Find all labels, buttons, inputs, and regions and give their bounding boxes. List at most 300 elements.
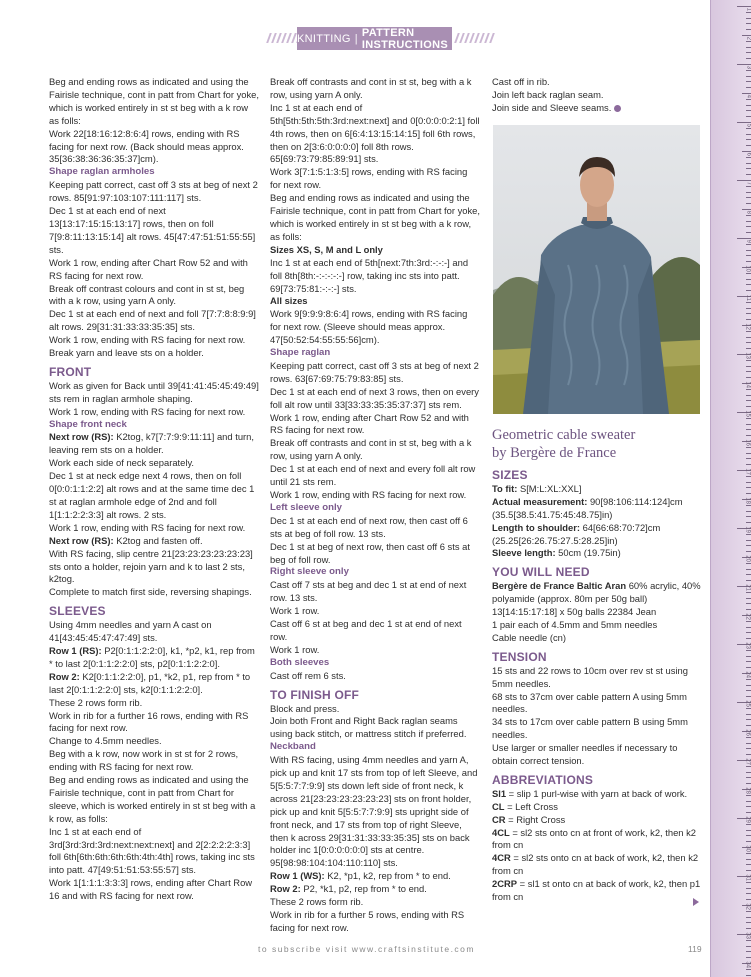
ruler-tick (746, 592, 751, 593)
ruler-tick (746, 975, 751, 976)
finish-line-2: Join left back raglan seam. (492, 88, 604, 100)
ruler-tick (746, 366, 751, 367)
ruler-tick (746, 192, 751, 193)
column-middle (270, 76, 480, 935)
instruction-paragraph: Dec 1 st at each end of next 3 rows, then on every foll alt row until 33[33:33:35:35:37:37] sts rem. (270, 385, 479, 410)
ruler-tick (746, 708, 751, 709)
ruler-number: 17 (745, 468, 751, 475)
ruler-tick (746, 139, 751, 140)
ruler-tick (746, 482, 751, 483)
instruction-text: 60% acrylic, 40% polyamide (approx. 80m per 50g ball) 13[14:15:17:18] x 50g balls 22384 Jean (492, 580, 701, 618)
ruler-tick (746, 331, 751, 332)
ruler-tick (746, 725, 751, 726)
ruler-tick (746, 621, 751, 622)
ruler-tick (746, 603, 751, 604)
ruler-tick (746, 690, 751, 691)
ruler-tick (746, 940, 751, 941)
ruler-tick (746, 290, 751, 291)
instruction-paragraph: Complete to match first side, reversing shapings. (49, 586, 252, 598)
instruction-paragraph: Work 1 row. (270, 643, 320, 655)
instruction-paragraph: Cast off rem 6 sts. (270, 669, 346, 681)
instruction-text: K2, *p1, k2, rep from * to end. (324, 870, 451, 882)
ruler-tick (746, 922, 751, 923)
ruler-tick (746, 232, 751, 233)
subsection-heading: Shape front neck (49, 418, 127, 430)
ruler-tick (746, 772, 751, 773)
ruler-number: 14 (745, 381, 751, 388)
instruction-line (492, 878, 702, 904)
ruler-tick (746, 824, 751, 825)
ruler-tick (746, 215, 751, 216)
ruler-number: 13 (745, 352, 751, 359)
instruction-line (492, 801, 702, 814)
section-heading: ABBREVIATIONS (492, 772, 594, 787)
ruler-tick (746, 522, 751, 523)
ruler-tick (746, 128, 751, 129)
instruction-line (492, 852, 702, 878)
ruler-number: 20 (745, 555, 751, 562)
ruler-tick (746, 627, 751, 628)
instruction-line (492, 522, 702, 548)
ruler-tick (746, 273, 751, 274)
ruler-tick (746, 12, 751, 13)
instruction-line (492, 496, 702, 522)
ruler-tick (746, 888, 751, 889)
ruler-tick (746, 598, 751, 599)
ruler-tick (746, 493, 751, 494)
ruler-tick (746, 168, 751, 169)
ruler-tick (746, 754, 751, 755)
instruction-paragraph: Work in rib for a further 16 rows, ending with RS facing for next row. (49, 709, 249, 734)
instruction-paragraph: Using 4mm needles and yarn A cast on 41[43:45:45:47:47:49] sts. (49, 619, 212, 644)
instruction-paragraph: Beg and ending rows as indicated and using the Fairisle technique, cont in patt from Chart for yoke, which is worked entirely in st st beg with a k row, as folls: (270, 192, 480, 242)
ruler-tick (746, 76, 751, 77)
instruction-paragraph: Cable needle (cn) (492, 631, 567, 643)
instruction-label: To fit: (492, 482, 518, 494)
ruler-tick (746, 928, 751, 929)
ruler-tick (746, 841, 751, 842)
instruction-paragraph: Beg and ending rows as indicated and using the Fairisle technique, cont in patt from Chart for sleeve, which is worked entirely in st st beg with a k row, as folls: (49, 774, 256, 824)
ruler-tick (746, 696, 751, 697)
column-left (49, 76, 259, 903)
instruction-paragraph: Break off contrasts and cont in st st, beg with a k row, using yarn A only. (270, 76, 472, 100)
ruler-tick (746, 951, 751, 952)
ruler-tick (746, 23, 751, 24)
instruction-paragraph: Work 1 row, ending after Chart Row 52 and with RS facing for next row. (270, 411, 469, 436)
ruler-tick (746, 70, 751, 71)
instruction-paragraph: Work as given for Back until 39[41:41:45:45:49:49] sts rem in raglan armhole shaping. (49, 379, 259, 404)
instruction-paragraph: Change to 4.5mm needles. (49, 735, 162, 747)
instruction-paragraph: 34 sts to 17cm over cable pattern B using 5mm needles. (492, 716, 688, 741)
subsection-heading: Both sleeves (270, 656, 330, 668)
section-heading: TO FINISH OFF (270, 687, 360, 702)
instruction-paragraph: Work 3[7:1:5:1:3:5] rows, ending with RS facing for next row. (270, 166, 468, 191)
ruler-tick (746, 569, 751, 570)
ruler-tick (746, 58, 751, 59)
instruction-paragraph: Block and press. (270, 702, 340, 714)
subsection-heading: Left sleeve only (270, 501, 342, 513)
instruction-paragraph: Dec 1 st at each end of next and every foll alt row until 21 sts rem. (270, 463, 476, 488)
instruction-line (492, 483, 702, 496)
instruction-line (492, 814, 702, 827)
ruler-tick (746, 163, 751, 164)
ruler-number: 15 (745, 410, 751, 417)
ruler-tick (746, 969, 751, 970)
ruler-tick (746, 429, 751, 430)
finish-line-1: Cast off in rib. (492, 76, 550, 87)
ruler-tick (746, 186, 751, 187)
instruction-label: Next row (RS): (49, 431, 114, 443)
ruler-tick (746, 795, 751, 796)
ruler-tick (746, 893, 751, 894)
instruction-paragraph: Dec 1 st at each end of next row, then cast off 6 sts at beg of foll row. 13 sts. (270, 514, 468, 539)
instruction-line (492, 788, 702, 801)
ruler-tick (746, 882, 751, 883)
header-deco-right (456, 33, 493, 43)
ruler-tick (746, 255, 751, 256)
ruler-number: 27 (745, 758, 751, 765)
ruler-tick (746, 714, 751, 715)
ruler-number: 9 (745, 239, 751, 243)
instruction-text: = slip 1 purl-wise with yarn at back of work. (506, 787, 688, 799)
ruler-tick (746, 284, 751, 285)
instruction-paragraph: Beg with a k row, now work in st st for 2 rows, ending with RS facing for next row. (49, 748, 239, 773)
ruler-tick (746, 853, 751, 854)
ruler-tick (746, 505, 751, 506)
instruction-paragraph: Work 1 row, ending with RS facing for next row. (49, 405, 246, 417)
ruler-tick (746, 221, 751, 222)
ruler-tick (746, 777, 751, 778)
ruler-number: 16 (745, 439, 751, 446)
instruction-text: = Left Cross (504, 800, 558, 812)
instruction-paragraph: Work 9[9:9:9:8:6:4] rows, ending with RS facing for next row. (Sleeve should meas approx. 47[50:52:54:55:55:56]cm). (270, 308, 468, 346)
ruler-tick (746, 203, 751, 204)
ruler-number: 6 (745, 152, 751, 156)
instruction-text: P2, *k1, p2, rep from * to end. (300, 883, 427, 895)
instruction-line (492, 580, 702, 619)
finish-line-3: Join side and Sleeve seams. (492, 101, 612, 113)
instruction-text: P2[0:1:1:2:2:0], k1, *p2, k1, rep from * to last 2[0:1:1:2:2:0] sts, p2[0:1:1:2:2:0]. (49, 644, 255, 669)
ruler-tick (746, 632, 751, 633)
ruler-tick (746, 360, 751, 361)
instruction-text: = Right Cross (505, 813, 566, 825)
ruler-tick (746, 250, 751, 251)
ruler-tick (746, 783, 751, 784)
ruler-tick (746, 395, 751, 396)
ruler-tick (746, 134, 751, 135)
ruler-number: 5 (745, 123, 751, 127)
ruler-tick (746, 52, 751, 53)
sweater-model-image (493, 125, 700, 414)
instruction-paragraph: 1 pair each of 4.5mm and 5mm needles (492, 618, 658, 630)
ruler-number: 11 (745, 294, 751, 301)
section-header: KNITTING | PATTERN INSTRUCTIONS (297, 27, 452, 50)
subsection-heading: Neckband (270, 741, 316, 753)
ruler-tick (746, 661, 751, 662)
ruler-tick (746, 899, 751, 900)
instruction-paragraph: Use larger or smaller needles if necessary to obtain correct tension. (492, 742, 678, 767)
ruler-number: 1 (745, 7, 751, 11)
ruler-tick (746, 424, 751, 425)
ruler-number: 8 (745, 210, 751, 214)
instruction-paragraph: Dec 1 st at each end of next 13[13:17:15:15:13:17] rows, then on foll 7[9:8:11:13:15:14] alt rows. 45[47:47:51:51:55:55] sts. (49, 205, 256, 255)
ruler-number: 2 (745, 36, 751, 40)
instruction-text: = sl1 st onto cn at back of work, k2, then p1 from cn (492, 878, 701, 903)
ruler-tick (746, 650, 751, 651)
ruler-tick (746, 748, 751, 749)
next-page-arrow-icon (693, 898, 699, 906)
instruction-text: 90[98:106:114:124]cm (35.5[38.5:41.75:45:48.75]in) (492, 495, 683, 520)
instruction-paragraph: Cast off 7 sts at beg and dec 1 st at end of next row. 13 sts. (270, 579, 467, 604)
ruler-tick (746, 174, 751, 175)
instruction-text: K2tog and fasten off. (113, 534, 203, 546)
ruler-tick (746, 145, 751, 146)
instruction-text: K2tog, k7[7:7:9:9:11:11] and turn, leaving rem sts on a holder. (49, 431, 254, 456)
instruction-text: = sl2 sts onto cn at back of work, k2, then k2 from cn (492, 852, 699, 877)
section-heading: YOU WILL NEED (492, 565, 590, 580)
page-number: 119 (688, 944, 702, 954)
ruler-tick (746, 801, 751, 802)
instruction-label: CL (492, 800, 505, 812)
ruler-tick (746, 580, 751, 581)
ruler-tick (746, 743, 751, 744)
section-heading: FRONT (49, 364, 92, 379)
section-heading: TENSION (492, 649, 547, 664)
ruler-tick (746, 766, 751, 767)
instruction-paragraph: Dec 1 st at beg of next row, then cast off 6 sts at beg of foll row. (270, 540, 470, 565)
instruction-line (49, 431, 259, 457)
ruler-number: 32 (745, 903, 751, 910)
instruction-paragraph: Work 1 row, ending with RS facing for next row. (49, 334, 246, 346)
ruler-tick (746, 540, 751, 541)
ruler-tick (746, 453, 751, 454)
ruler-number: 34 (745, 961, 751, 968)
ruler-strip (710, 0, 751, 977)
instruction-paragraph: With RS facing, slip centre 21[23:23:23:23:23:23] sts onto a holder, rejoin yarn and k to last 2 sts, k2tog. (49, 547, 253, 585)
ruler-tick (746, 864, 751, 865)
instruction-label: Bergère de France Baltic Aran (492, 580, 627, 592)
article-title-line-2: by Bergère de France (492, 445, 617, 461)
article-title (492, 426, 702, 462)
ruler-tick (746, 534, 751, 535)
ruler-tick (746, 406, 751, 407)
ruler-tick (746, 870, 751, 871)
instruction-paragraph: Inc 1 st at each end of 3rd[3rd:3rd:3rd:next:next:next] and 2[2:2:2:2:3:3] foll 6th[6th:6th:6th:6th:4th:4th] rows, taking inc sts into patt. 47[49:51:51:53:55:57] sts. (49, 825, 255, 876)
ruler-number: 18 (745, 497, 751, 504)
ruler-tick (746, 18, 751, 19)
column-right (492, 463, 702, 904)
ruler-tick (746, 656, 751, 657)
instruction-paragraph: Work in rib for a further 5 rows, ending with RS facing for next row. (270, 909, 465, 933)
ruler-tick (746, 737, 751, 738)
ruler-tick (746, 371, 751, 372)
article-title-line-1: Geometric cable sweater (492, 427, 636, 443)
ruler-number: 19 (745, 526, 751, 533)
instruction-paragraph: Work 1 row, ending after Chart Row 52 and with RS facing for next row. (49, 256, 248, 281)
instruction-paragraph: Break off contrasts and cont in st st, beg with a k row, using yarn A only. (270, 437, 472, 462)
instruction-paragraph: Beg and ending rows as indicated and using the Fairisle technique, cont in patt from Chart for yoke, which is worked entirely in st st beg with a k row as folls: (49, 76, 259, 126)
ruler-number: 12 (745, 323, 751, 330)
instruction-text: K2[0:1:1:2:2:0], p1, *k2, p1, rep from * to last 2[0:1:1:2:2:0] sts, k2[0:1:1:2:2:0]. (49, 670, 251, 695)
instruction-label: 4CR (492, 852, 511, 864)
size-note: Sizes XS, S, M and L only (270, 243, 383, 255)
ruler-tick (746, 563, 751, 564)
instruction-label: Sl1 (492, 787, 507, 799)
instruction-line (492, 827, 702, 853)
ruler-tick (746, 81, 751, 82)
ruler-tick (746, 29, 751, 30)
ruler-tick (746, 105, 751, 106)
instruction-text: 64[66:68:70:72]cm (25.25[26:26.75:27.5:28.25]in) (492, 521, 661, 546)
column-right-top (492, 76, 702, 115)
ruler-tick (746, 435, 751, 436)
ruler-tick (746, 226, 751, 227)
ruler-tick (746, 261, 751, 262)
ruler-tick (746, 835, 751, 836)
instruction-paragraph: These 2 rows form rib. (49, 696, 143, 708)
ruler-tick (746, 911, 751, 912)
instruction-paragraph: Work 1 row, ending with RS facing for next row. (49, 521, 246, 533)
ruler-tick (746, 319, 751, 320)
ruler-number: 33 (745, 932, 751, 939)
ruler-tick (746, 957, 751, 958)
ruler-tick (746, 377, 751, 378)
instruction-paragraph: Break off contrast colours and cont in st st, beg with a k row, using yarn A only. (49, 282, 245, 307)
instruction-label: 4CL (492, 826, 510, 838)
instruction-paragraph: Keeping patt correct, cast off 3 sts at beg of next 2 rows. 63[67:69:75:79:83:85] sts. (270, 359, 479, 384)
ruler-tick (746, 609, 751, 610)
ruler-number: 7 (745, 181, 751, 185)
ruler-tick (746, 685, 751, 686)
ruler-tick (746, 302, 751, 303)
size-note: All sizes (270, 295, 308, 307)
ruler-number: 22 (745, 613, 751, 620)
ruler-tick (746, 830, 751, 831)
header-label-right: PATTERN INSTRUCTIONS (361, 26, 449, 51)
instruction-label: Row 2: (49, 670, 80, 682)
instruction-line (270, 870, 480, 883)
instruction-paragraph: Inc 1 st at each end of 5th[next:7th:3rd:-:-:-] and foll 8th[8th:-:-:-:-:-] row, taking inc sts into patt. 69[73:75:81:-:-:-] sts. (270, 256, 469, 294)
ruler-tick (746, 116, 751, 117)
ruler-number: 10 (745, 265, 751, 272)
instruction-paragraph: Dec 1 st at neck edge next 4 rows, then on foll 0[0:0:1:1:2:2] alt rows and at the same time dec 1 st at raglan armhole edge of 2nd and foll 1[1:1:2:2:3:3] alt rows. 2 sts. (49, 470, 255, 520)
ruler-tick (746, 197, 751, 198)
ruler-number: 21 (745, 584, 751, 591)
instruction-paragraph: Work 22[18:16:12:8:6:4] rows, ending with RS facing for next row. (Back should meas approx. 35[36:38:36:36:35:37]cm). (49, 127, 244, 165)
instruction-label: CR (492, 813, 506, 825)
instruction-label: Row 2: (270, 883, 301, 895)
instruction-label: Row 1 (RS): (49, 644, 102, 656)
ruler-tick (746, 99, 751, 100)
ruler-tick (746, 313, 751, 314)
ruler-tick (746, 917, 751, 918)
ruler-tick (746, 551, 751, 552)
ruler-tick (746, 476, 751, 477)
instruction-text: 50cm (19.75in) (555, 547, 621, 559)
ruler-tick (746, 719, 751, 720)
instruction-label: Next row (RS): (49, 534, 114, 546)
instruction-paragraph: These 2 rows form rib. (270, 896, 364, 908)
ruler-tick (746, 400, 751, 401)
end-marker-icon (614, 105, 621, 112)
ruler-tick (746, 511, 751, 512)
footer-subscribe-text: to subscribe visit www.craftsinstitute.com (258, 944, 475, 954)
ruler-tick (746, 244, 751, 245)
instruction-paragraph: 15 sts and 22 rows to 10cm over rev st st using 5mm needles. (492, 664, 688, 689)
instruction-paragraph: Cast off 6 st at beg and dec 1 st at end of next row. (270, 618, 462, 642)
instruction-paragraph: Join both Front and Right Back raglan seams using back stitch, or mattress stitch if preferred. (270, 715, 467, 740)
ruler-tick (746, 279, 751, 280)
ruler-number: 30 (745, 845, 751, 852)
instruction-line (49, 535, 259, 548)
instruction-paragraph: Break yarn and leave sts on a holder. (49, 347, 204, 359)
ruler-tick (746, 389, 751, 390)
subsection-heading: Shape raglan (270, 347, 331, 359)
instruction-label: Length to shoulder: (492, 521, 581, 533)
instruction-label: 2CRP (492, 878, 518, 890)
instruction-label: Row 1 (WS): (270, 870, 325, 882)
ruler-number: 26 (745, 729, 751, 736)
ruler-tick (746, 87, 751, 88)
ruler-tick (746, 447, 751, 448)
instruction-text: = sl2 sts onto cn at front of work, k2, then k2 from cn (492, 826, 697, 851)
ruler-tick (746, 110, 751, 111)
instruction-label: Actual measurement: (492, 495, 588, 507)
ruler-tick (746, 487, 751, 488)
ruler-tick (746, 157, 751, 158)
ruler-tick (746, 418, 751, 419)
ruler-tick (746, 464, 751, 465)
instruction-paragraph: Work 1 row. (270, 605, 320, 617)
instruction-line (270, 883, 480, 896)
ruler-number: 23 (745, 642, 751, 649)
ruler-tick (746, 946, 751, 947)
ruler-tick (746, 667, 751, 668)
ruler-tick (746, 458, 751, 459)
ruler-tick (746, 337, 751, 338)
instruction-paragraph: Work 1[1:1:1:3:3:3] rows, ending after Chart Row 16 and with RS facing for next row. (49, 877, 253, 902)
model-photo (493, 125, 700, 414)
ruler-number: 4 (745, 94, 751, 98)
instruction-paragraph: Keeping patt correct, cast off 3 sts at beg of next 2 rows. 85[91:97:103:107:111:117] sts. (49, 179, 258, 204)
ruler-tick (746, 679, 751, 680)
ruler-tick (746, 308, 751, 309)
section-heading: SLEEVES (49, 604, 106, 619)
ruler-tick (746, 859, 751, 860)
ruler-tick (746, 638, 751, 639)
ruler-tick (746, 348, 751, 349)
ruler-number: 31 (745, 874, 751, 881)
header-label-left: KNITTING (297, 32, 351, 45)
instruction-text: S[M:L:XL:XXL] (517, 482, 582, 494)
instruction-paragraph: Dec 1 st at each end of next and foll 7[7:7:8:8:9:9] alt rows. 29[31:31:33:33:35:35] sts. (49, 308, 256, 333)
instruction-label: Sleeve length: (492, 547, 556, 559)
instruction-line (492, 547, 702, 560)
instruction-paragraph: Work 1 row, ending with RS facing for next row. (270, 489, 467, 500)
ruler-tick (746, 574, 751, 575)
subsection-heading: Right sleeve only (270, 566, 349, 578)
instruction-line (49, 671, 259, 697)
instruction-paragraph: 68 sts to 37cm over cable pattern A using 5mm needles. (492, 690, 687, 715)
ruler-tick (746, 545, 751, 546)
ruler-number: 29 (745, 816, 751, 823)
ruler-number: 24 (745, 671, 751, 678)
ruler-tick (746, 516, 751, 517)
instruction-paragraph: Inc 1 st at each end of 5th[5th:5th:5th:3rd:next:next] and 0[0:0:0:0:2:1] foll 4th rows, then on 6[6:4:13:15:14:15] foll 6th rows, then on 2[3:6:0:0:0:0] foll 8th rows. 65[69:73:79:85:89:91] sts. (270, 101, 480, 165)
ruler-tick (746, 41, 751, 42)
ruler-tick (746, 342, 751, 343)
ruler-tick (746, 806, 751, 807)
